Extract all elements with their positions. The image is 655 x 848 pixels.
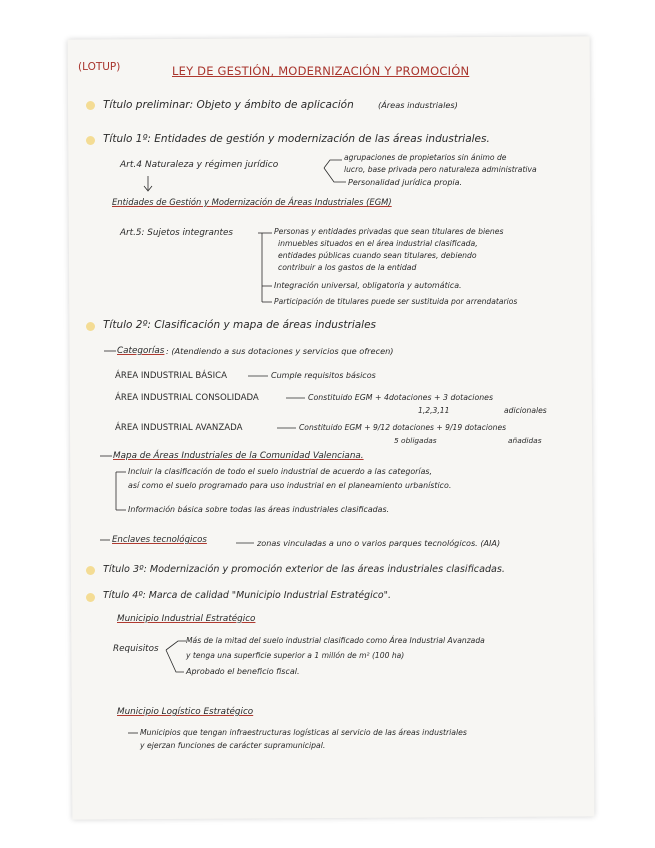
- area-avanzada-desc: Constituido EGM + 9/12 dotaciones + 9/19 dotaciones: [299, 423, 507, 432]
- art4-label: Art.4 Naturaleza y régimen jurídico: [120, 160, 279, 170]
- art5-item-1-cont: inmuebles situados en el área industrial clasificada,: [278, 239, 478, 248]
- art5-label: Art.5: Sujetos integrantes: [120, 228, 233, 238]
- art5-item-1-cont: entidades públicas cuando sean titulares, debiendo: [278, 251, 477, 260]
- area-basica: ÁREA INDUSTRIAL BÁSICA: [115, 371, 228, 381]
- art4-item-1-cont: lucro, base privada pero naturaleza administrativa: [344, 165, 537, 174]
- area-basica-desc: Cumple requisitos básicos: [271, 371, 376, 380]
- art5-item-2: Integración universal, obligatoria y automática.: [274, 281, 462, 290]
- highlight-bullet: [86, 593, 95, 602]
- titulo1-title: Título 1º: Entidades de gestión y modernización de las áreas industriales.: [103, 133, 490, 145]
- area-consolidada-desc: Constituido EGM + 4dotaciones + 3 dotaciones: [308, 393, 494, 402]
- categorias-label: Categorías: [117, 346, 165, 356]
- highlight-bullet: [86, 322, 95, 331]
- mle-desc-cont: y ejerzan funciones de carácter supramunicipal.: [140, 741, 326, 750]
- highlight-bullet: [86, 136, 95, 145]
- mapa-item-2: Información básica sobre todas las áreas industriales clasificadas.: [128, 505, 390, 514]
- area-avanzada-sub2: añadidas: [508, 436, 542, 445]
- requisito-1: Más de la mitad del suelo industrial clasificado como Área Industrial Avanzada: [186, 636, 485, 645]
- mle-desc: Municipios que tengan infraestructuras logísticas al servicio de las áreas industriales: [140, 728, 467, 737]
- law-code: (LOTUP): [78, 61, 121, 73]
- page-title: LEY DE GESTIÓN, MODERNIZACIÓN Y PROMOCIÓN: [172, 64, 470, 78]
- enclaves-label: Enclaves tecnológicos: [112, 535, 207, 545]
- preliminar-note: (Áreas industriales): [378, 100, 458, 110]
- enclaves-desc: zonas vinculadas a uno o varios parques tecnológicos. (AIA): [257, 538, 501, 548]
- art5-item-1-cont: contribuir a los gastos de la entidad: [278, 263, 417, 272]
- area-consolidada-sub1: 1,2,3,11: [418, 406, 450, 415]
- requisito-1-cont: y tenga una superficie superior a 1 millón de m² (100 ha): [186, 651, 405, 660]
- highlight-bullet: [86, 101, 95, 110]
- area-consolidada: ÁREA INDUSTRIAL CONSOLIDADA: [115, 393, 259, 403]
- art4-item-2: Personalidad jurídica propia.: [348, 178, 463, 187]
- titulo3-title: Título 3º: Modernización y promoción exterior de las áreas industriales clasificadas.: [103, 564, 505, 575]
- art5-item-1: Personas y entidades privadas que sean titulares de bienes: [274, 227, 504, 236]
- categorias-note: : (Atendiendo a sus dotaciones y servicios que ofrecen): [166, 346, 394, 356]
- preliminar-title: Título preliminar: Objeto y ámbito de aplicación: [103, 99, 354, 111]
- area-avanzada: ÁREA INDUSTRIAL AVANZADA: [115, 423, 243, 433]
- highlight-bullet: [86, 566, 95, 575]
- art4-item-1: agrupaciones de propietarios sin ánimo de: [344, 153, 507, 162]
- requisitos-label: Requisitos: [113, 644, 159, 654]
- mapa-heading: Mapa de Áreas Industriales de la Comunidad Valenciana.: [113, 451, 364, 461]
- titulo4-title: Título 4º: Marca de calidad "Municipio Industrial Estratégico".: [103, 590, 391, 601]
- area-consolidada-sub2: adicionales: [504, 406, 547, 415]
- area-avanzada-sub1: 5 obligadas: [394, 436, 437, 445]
- mie-heading: Municipio Industrial Estratégico: [117, 614, 256, 624]
- mapa-item-1: Incluir la clasificación de todo el suelo industrial de acuerdo a las categorías,: [128, 467, 433, 476]
- art5-item-3: Participación de titulares puede ser sustituida por arrendatarios: [274, 297, 518, 306]
- mle-heading: Municipio Logístico Estratégico: [117, 707, 254, 717]
- titulo2-title: Título 2º: Clasificación y mapa de áreas industriales: [103, 319, 377, 331]
- mapa-item-1-cont: así como el suelo programado para uso industrial en el planeamiento urbanístico.: [128, 481, 452, 490]
- requisito-2: Aprobado el beneficio fiscal.: [186, 667, 300, 676]
- egm-heading: Entidades de Gestión y Modernización de Áreas Industriales (EGM): [112, 197, 392, 207]
